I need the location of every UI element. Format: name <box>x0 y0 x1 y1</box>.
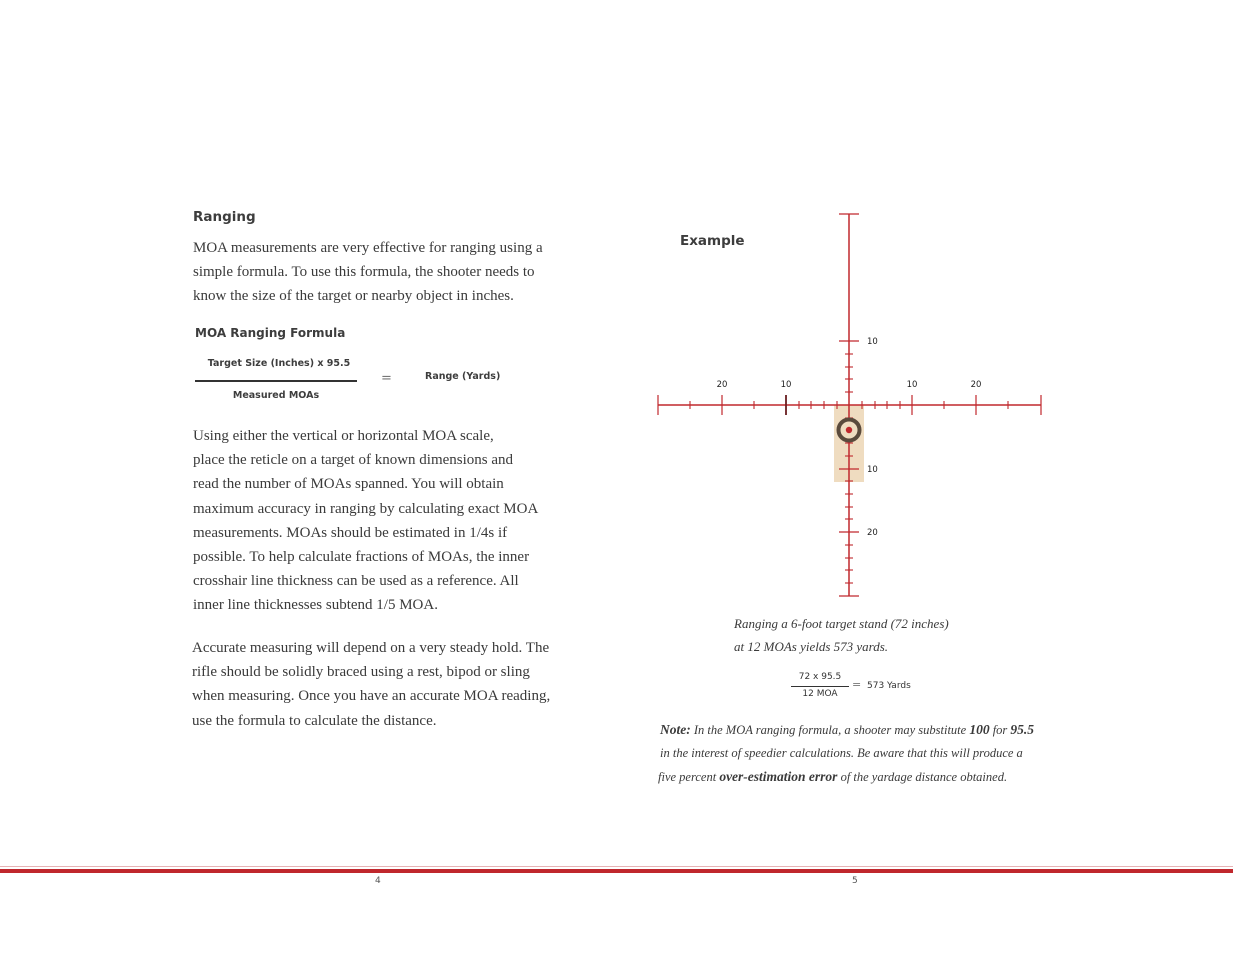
note-label: Note: <box>660 722 691 737</box>
text-line: measurements. MOAs should be estimated in 1/4s if <box>193 524 508 541</box>
example-caption <box>734 612 1034 658</box>
page-number-left: 4 <box>375 876 381 886</box>
label-right-10: 10 <box>906 380 918 390</box>
note-text: of the yardage distance obtained. <box>840 770 1008 784</box>
example-numerator: 72 x 95.5 <box>798 672 842 682</box>
note-line <box>660 718 1060 742</box>
formula-equals: = <box>381 371 392 386</box>
text-line: read the number of MOAs spanned. You will obtain <box>193 476 504 493</box>
note-emphasis: 100 <box>969 722 990 737</box>
footer-rule <box>0 869 1233 873</box>
text-line: inner line thicknesses subtend 1/5 MOA. <box>193 597 438 614</box>
note-emphasis: over-estimation error <box>719 769 838 784</box>
note-text: In the MOA ranging formula, a shooter may substitute <box>693 723 967 737</box>
formula-result: Range (Yards) <box>425 371 501 382</box>
formula-title: MOA Ranging Formula <box>195 326 346 340</box>
example-equals: = <box>852 678 862 691</box>
crosshair-lines <box>658 214 1041 596</box>
text-line: maximum accuracy in ranging by calculating exact MOA <box>193 500 539 517</box>
text-line: Using either the vertical or horizontal MOA scale, <box>193 428 494 444</box>
caption-line: Ranging a 6-foot target stand (72 inches) <box>734 616 949 631</box>
footer-rule-thin <box>0 866 1233 867</box>
caption-line: at 12 MOAs yields 573 yards. <box>734 639 889 654</box>
text-line: use the formula to calculate the distance. <box>192 712 437 729</box>
text-line: possible. To help calculate fractions of MOAs, the inner <box>193 549 530 566</box>
text-line: when measuring. Once you have an accurate MOA reading, <box>192 688 551 705</box>
example-title: Example <box>680 233 745 249</box>
example-fraction-bar <box>791 686 849 687</box>
label-left-10: 10 <box>780 380 792 390</box>
text-line: MOA measurements are very effective for ranging using a <box>193 240 543 256</box>
text-line: know the size of the target or nearby object in inches. <box>193 288 514 305</box>
label-right-20: 20 <box>970 380 982 390</box>
text-line: rifle should be solidly braced using a rest, bipod or sling <box>192 664 530 681</box>
note-paragraph <box>660 718 1060 789</box>
target-icon <box>839 420 860 441</box>
note-line <box>658 765 1060 789</box>
note-emphasis: 95.5 <box>1010 722 1035 737</box>
example-result: 573 Yards <box>867 681 911 691</box>
text-line: simple formula. To use this formula, the shooter needs to <box>193 264 535 281</box>
text-line: crosshair line thickness can be used as a reference. All <box>193 573 519 590</box>
formula-denominator: Measured MOAs <box>232 390 320 401</box>
section-title: Ranging <box>193 209 256 225</box>
label-down-20: 20 <box>867 528 878 538</box>
label-left-20: 20 <box>716 380 728 390</box>
note-text: five percent <box>658 770 717 784</box>
text-line: place the reticle on a target of known dimensions and <box>193 452 514 469</box>
label-up-10: 10 <box>867 337 878 347</box>
example-denominator: 12 MOA <box>802 689 838 699</box>
note-text: for <box>992 723 1008 737</box>
label-down-10: 10 <box>867 465 878 475</box>
page-number-right: 5 <box>852 876 858 886</box>
note-line: in the interest of speedier calculations. Be aware that this will produce a <box>660 746 1023 760</box>
text-line: Accurate measuring will depend on a very steady hold. The <box>192 640 550 656</box>
formula-numerator: Target Size (Inches) x 95.5 <box>207 358 351 369</box>
target-bullseye <box>846 427 852 433</box>
